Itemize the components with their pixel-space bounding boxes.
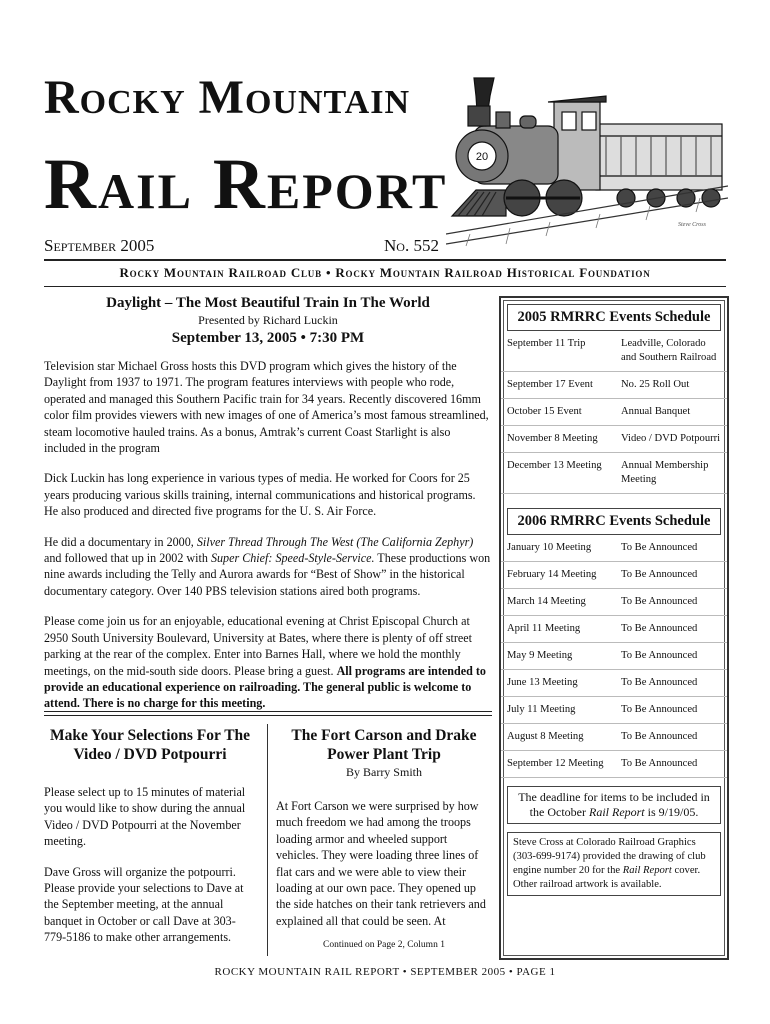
issue-number: No. 552 bbox=[384, 236, 439, 255]
fortcarson-byline: By Barry Smith bbox=[345, 765, 422, 779]
schedule-date: March 14 Meeting bbox=[507, 596, 586, 607]
events-sidebar bbox=[499, 296, 729, 960]
schedule-row bbox=[501, 616, 727, 643]
schedule-event: To Be Announced bbox=[621, 596, 698, 607]
schedule-row bbox=[501, 426, 727, 453]
schedule-row bbox=[501, 589, 727, 616]
deadline-note: The deadline for items to be included in the October Rail Report is 9/19/05. bbox=[507, 786, 721, 824]
schedule-date: July 11 Meeting bbox=[507, 704, 576, 715]
potpourri-paragraph-2: Dave Gross will organize the potpourri. Please provide your selections to Dave at the September meeting, at the annual banquet in October or call Dave at 303-779-5186 to make other arrangements. bbox=[44, 864, 244, 945]
feature-presenter: Presented by Richard Luckin bbox=[198, 313, 338, 327]
schedule-row bbox=[501, 453, 727, 494]
schedule-row bbox=[501, 562, 727, 589]
schedule-date: September 11 Trip bbox=[507, 338, 586, 349]
artwork-credit-note: Steve Cross at Colorado Railroad Graphics (303-699-9174) provided the drawing of club engine number 20 for the Rail Report cover. Other railroad artwork is available. bbox=[507, 832, 721, 896]
issue-date: September 2005 bbox=[44, 236, 155, 255]
schedule-event: Video / DVD Potpourri bbox=[621, 433, 721, 444]
feature-paragraph-4: Please come join us for an enjoyable, educational evening at Christ Episcopal Church at 2950 South University Boulevard, University at Bates, where there is plenty of off street parking at the rear of the complex. Enter into Barnes Hall, where we hold the monthly meetings, on the mid-south side doors. Please bring a guest. All programs are intended to provide an educational experience on railroading. The general public is welcome to attend. There is no charge for this meeting. bbox=[44, 614, 486, 711]
club-line: Rocky Mountain Railroad Club • Rocky Mountain Railroad Historical Foundation bbox=[119, 265, 651, 280]
clubline-rule bbox=[44, 286, 726, 287]
artist-signature: Steve Cross bbox=[678, 222, 706, 228]
schedule-date: October 15 Event bbox=[507, 406, 582, 417]
schedule-2006-title: 2006 RMRRC Events Schedule bbox=[507, 508, 721, 535]
feature-paragraph-1: Television star Michael Gross hosts this DVD program which gives the history of the Daylight from 1937 to 1971. The program features interviews with people who rode, operated and managed this Southern Pacific train for 34 years. Recently discovered 16mm color film provides viewers with new images of one of America’s most famous streamlined, steam locomotive hauled trains. As a bonus, Amtrak’s current Coast Starlight is also included in the program bbox=[44, 359, 489, 456]
feature-paragraph-3: He did a documentary in 2000, Silver Thread Through The West (The California Zephyr) and followed that up in 2002 with Super Chief: Speed-Style-Service. These productions won nine awards including the Telly and Aurora awards for “Best of Show” in the historical documentary category. Over 140 PBS television stations aired both programs. bbox=[44, 534, 491, 598]
schedule-row bbox=[501, 372, 727, 399]
schedule-date: September 17 Event bbox=[507, 379, 593, 390]
potpourri-paragraph-1: Please select up to 15 minutes of material you would like to show during the annual Video / DVD Potpourri at the November meeting. bbox=[44, 785, 246, 849]
schedule-row bbox=[501, 751, 727, 778]
schedule-event: No. 25 Roll Out bbox=[621, 379, 690, 390]
potpourri-title: Make Your Selections For The Video / DVD Potpourri bbox=[49, 727, 251, 763]
schedule-date: February 14 Meeting bbox=[507, 569, 597, 580]
schedule-date: April 11 Meeting bbox=[507, 623, 581, 634]
section-rule-2 bbox=[44, 715, 492, 716]
schedule-row bbox=[501, 697, 727, 724]
schedule-date: September 12 Meeting bbox=[507, 758, 604, 769]
schedule-event: Annual Membership Meeting bbox=[621, 460, 709, 485]
schedule-row bbox=[501, 399, 727, 426]
masthead-title-line1: Rocky Mountain bbox=[44, 71, 411, 124]
continued-note: Continued on Page 2, Column 1 bbox=[323, 940, 445, 951]
schedule-date: June 13 Meeting bbox=[507, 677, 578, 688]
schedule-row bbox=[501, 535, 727, 562]
schedule-event: To Be Announced bbox=[621, 623, 698, 634]
schedule-event: To Be Announced bbox=[621, 542, 698, 553]
feature-title: Daylight – The Most Beautiful Train In The World bbox=[106, 295, 430, 311]
feature-article bbox=[44, 294, 492, 726]
feature-paragraph-2: Dick Luckin has long experience in various types of media. He worked for Coors for 25 years producing various skills training, internal communications and historical programs. He also produced and directed five programs for the U. S. Air Force. bbox=[44, 471, 476, 519]
fortcarson-title: The Fort Carson and Drake Power Plant Trip bbox=[291, 727, 477, 763]
schedule-event: To Be Announced bbox=[621, 650, 698, 661]
engine-number-label: 20 bbox=[475, 151, 489, 163]
schedule-row bbox=[501, 724, 727, 751]
schedule-event: To Be Announced bbox=[621, 731, 698, 742]
schedule-event: To Be Announced bbox=[621, 569, 698, 580]
schedule-row bbox=[501, 331, 727, 372]
page-footer: ROCKY MOUNTAIN RAIL REPORT • SEPTEMBER 2005 • PAGE 1 bbox=[214, 966, 556, 978]
schedule-2006-list bbox=[501, 535, 727, 778]
schedule-date: November 8 Meeting bbox=[507, 433, 598, 444]
schedule-2005-title: 2005 RMRRC Events Schedule bbox=[507, 304, 721, 331]
schedule-row bbox=[501, 670, 727, 697]
potpourri-article bbox=[44, 726, 256, 960]
schedule-event: To Be Announced bbox=[621, 758, 698, 769]
schedule-event: Annual Banquet bbox=[621, 406, 691, 417]
schedule-date: May 9 Meeting bbox=[507, 650, 573, 661]
locomotive-illustration bbox=[446, 66, 728, 252]
schedule-date: August 8 Meeting bbox=[507, 731, 584, 742]
schedule-event: To Be Announced bbox=[621, 704, 698, 715]
schedule-row bbox=[501, 643, 727, 670]
masthead-rule bbox=[44, 259, 726, 261]
schedule-2005-list bbox=[501, 331, 727, 494]
schedule-event: To Be Announced bbox=[621, 677, 698, 688]
feature-datetime: September 13, 2005 • 7:30 PM bbox=[171, 330, 365, 346]
fortcarson-paragraph-1: At Fort Carson we were surprised by how much freedom we had among the troops loading armor and wheeled support vehicles. They were loading three lines of flat cars and we were able to view their loading at our own pace. They opened up the side hatches on their tank retrievers and explained all that could be seen. At bbox=[276, 799, 486, 928]
schedule-event: Leadville, Colorado and Southern Railroad bbox=[621, 338, 717, 363]
column-divider bbox=[267, 724, 268, 956]
section-rule-1 bbox=[44, 711, 492, 712]
masthead-title-line2: Rail Report bbox=[44, 144, 448, 224]
fortcarson-article bbox=[276, 726, 492, 951]
schedule-date: January 10 Meeting bbox=[507, 542, 592, 553]
schedule-date: December 13 Meeting bbox=[507, 460, 602, 471]
